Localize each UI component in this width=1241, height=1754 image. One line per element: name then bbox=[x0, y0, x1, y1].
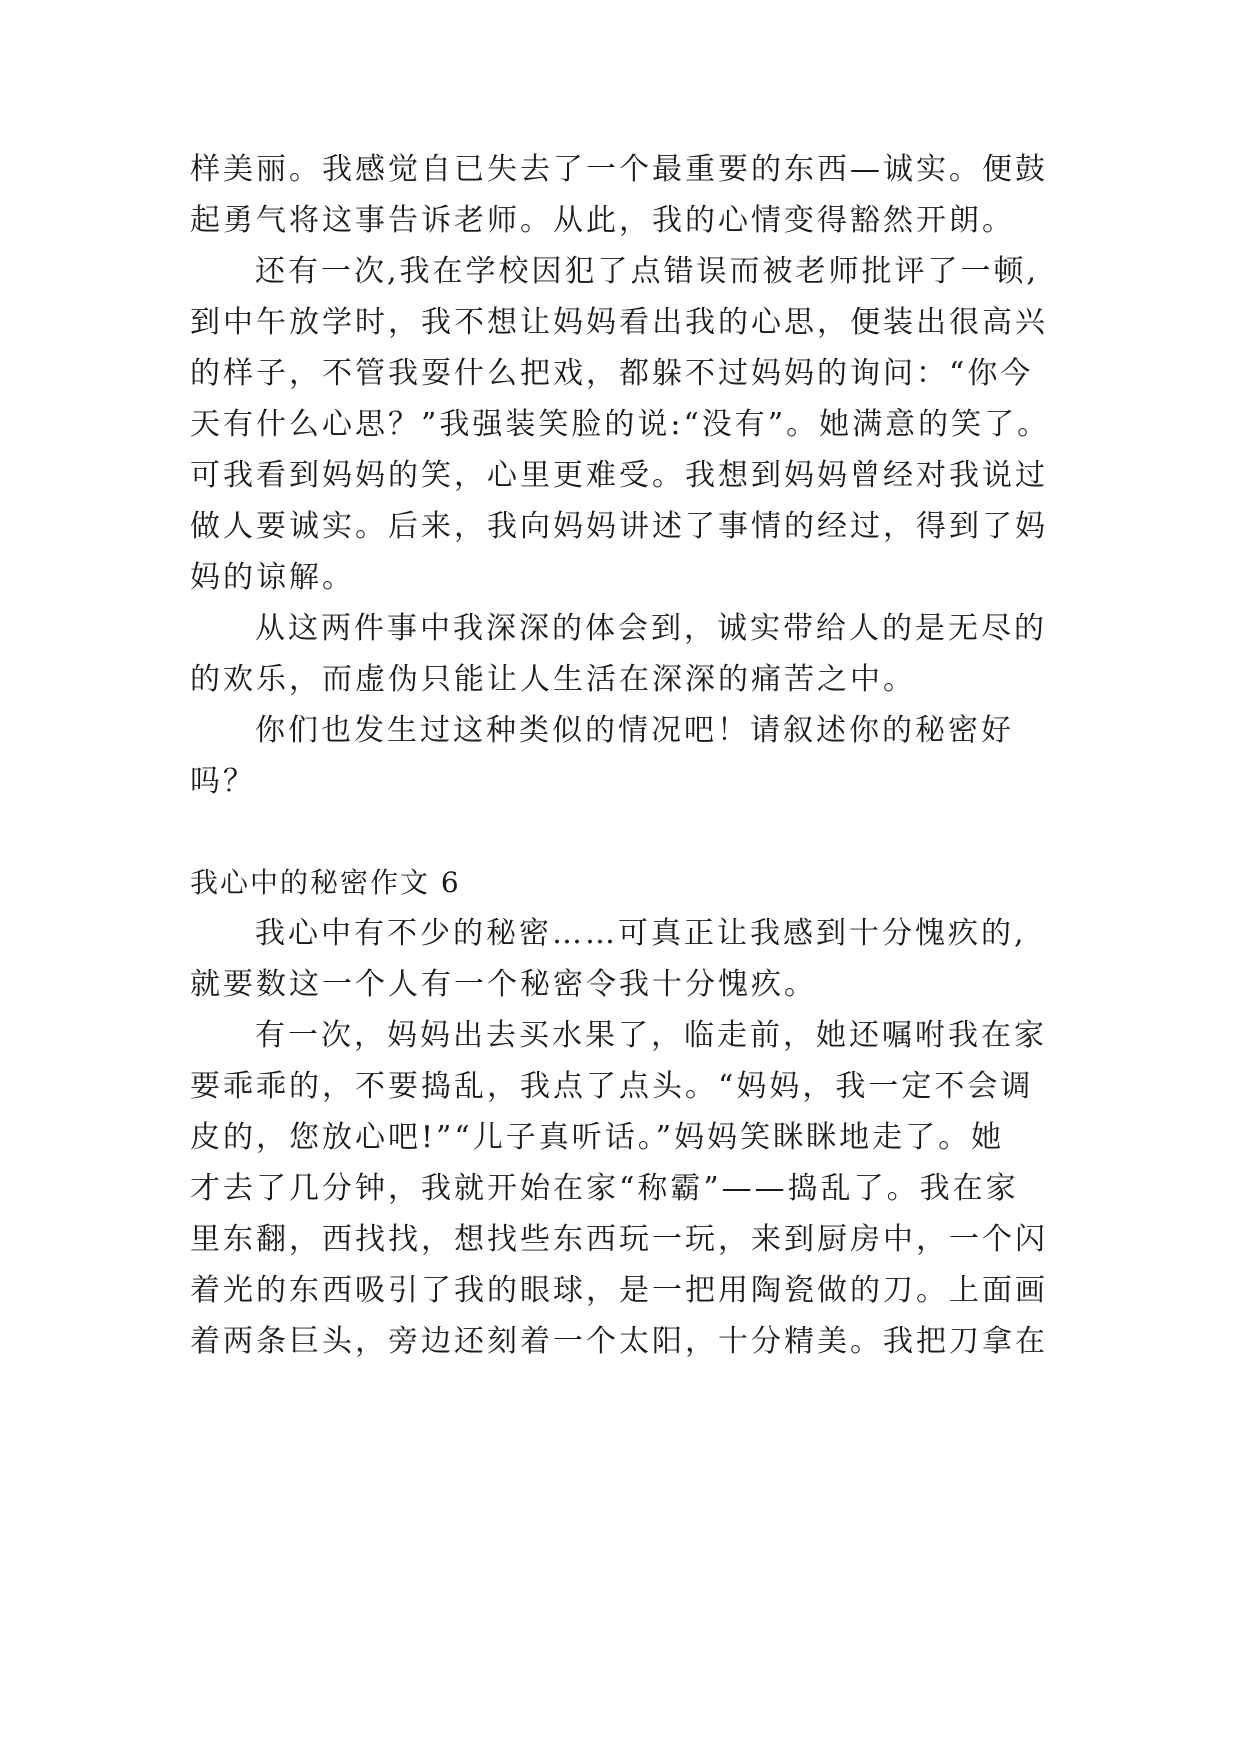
text-line: 妈的谅解。 bbox=[190, 560, 355, 595]
text-line: 的欢乐，而虚伪只能让人生活在深深的痛苦之中。 bbox=[190, 662, 916, 697]
text-line: 着两条巨头，旁边还刻着一个太阳，十分精美。我把刀拿在 bbox=[190, 1324, 1048, 1359]
text-line: 有一次，妈妈出去买水果了，临走前，她还嘱咐我在家 bbox=[255, 1018, 1047, 1053]
text-line: 里东翻，西找找，想找些东西玩一玩，来到厨房中，一个闪 bbox=[190, 1222, 1048, 1257]
text-line: 还有一次,我在学校因犯了点错误而被老师批评了一顿, bbox=[255, 254, 1040, 289]
text-line: 要乖乖的，不要捣乱，我点了点头。“妈妈，我一定不会调 bbox=[190, 1069, 1034, 1104]
text-line: 做人要诚实。后来，我向妈妈讲述了事情的经过，得到了妈 bbox=[190, 509, 1048, 544]
text-line: 着光的东西吸引了我的眼球，是一把用陶瓷做的刀。上面画 bbox=[190, 1273, 1048, 1308]
text-line: 我心中有不少的秘密……可真正让我感到十分愧疚的, bbox=[255, 916, 1027, 951]
text-line: 样美丽。我感觉自已失去了一个最重要的东西—诚实。便鼓 bbox=[190, 152, 1048, 187]
text-line: 吗？ bbox=[190, 764, 256, 799]
section-title: 我心中的秘密作文 6 bbox=[190, 866, 461, 899]
text-line: 你们也发生过这种类似的情况吧！请叙述你的秘密好 bbox=[255, 713, 1014, 748]
text-line: 才去了几分钟，我就开始在家“称霸”——捣乱了。我在家 bbox=[190, 1171, 1019, 1206]
text-line: 皮的，您放心吧!”“儿子真听话。”妈妈笑眯眯地走了。她 bbox=[190, 1120, 1005, 1155]
text-line: 从这两件事中我深深的体会到，诚实带给人的是无尽的 bbox=[255, 611, 1047, 646]
text-line: 起勇气将这事告诉老师。从此，我的心情变得豁然开朗。 bbox=[190, 203, 1015, 238]
text-line: 到中午放学时，我不想让妈妈看出我的心思，便装出很高兴 bbox=[190, 305, 1048, 340]
text-line: 的样子，不管我耍什么把戏，都躲不过妈妈的询问：“你今 bbox=[190, 356, 1034, 391]
text-line: 可我看到妈妈的笑，心里更难受。我想到妈妈曾经对我说过 bbox=[190, 458, 1048, 493]
text-line: 天有什么心思？”我强装笑脸的说:“没有”。她满意的笑了。 bbox=[190, 407, 1051, 442]
text-line: 就要数这一个人有一个秘密令我十分愧疚。 bbox=[190, 967, 817, 1002]
